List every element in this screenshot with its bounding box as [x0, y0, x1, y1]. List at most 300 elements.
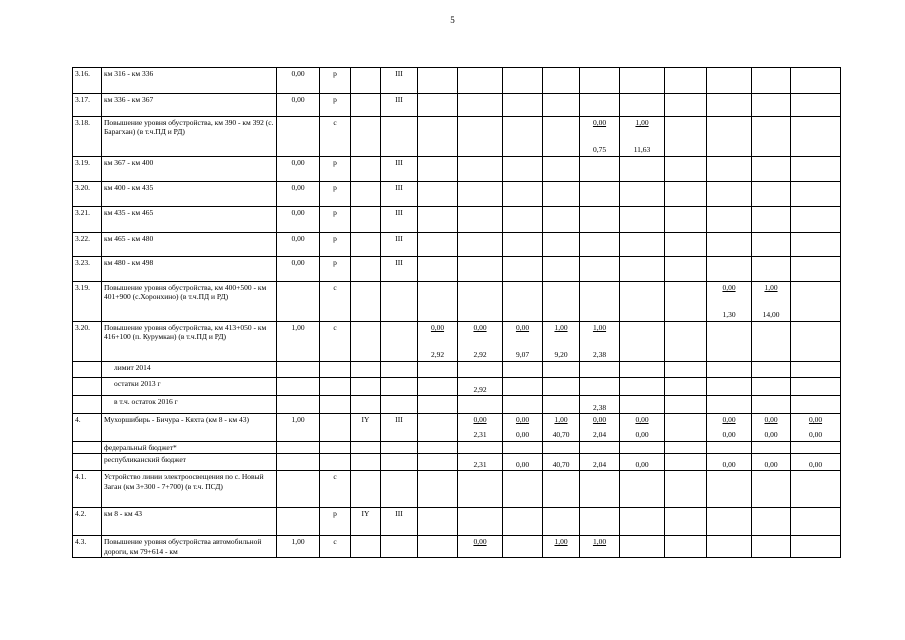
row-type: с: [320, 322, 351, 362]
value-bottom: 9,20: [554, 349, 568, 359]
value-cell: [791, 454, 841, 471]
value-cell: [580, 257, 620, 282]
value-cell: [752, 233, 791, 257]
row-name: Мухоршибирь - Бичура - Кяхта (км 8 - км 43): [102, 414, 277, 442]
value-cell: [503, 157, 543, 182]
value-cell: [665, 471, 707, 508]
value-cell: [418, 94, 458, 117]
row-type: [320, 378, 351, 396]
row-category-b: [381, 454, 418, 471]
value-cell: [620, 257, 665, 282]
value-top: 0,00: [635, 415, 649, 424]
value-cell: [458, 414, 503, 442]
row-number: [73, 454, 102, 471]
value-cell: [707, 378, 752, 396]
value-cell: [707, 233, 752, 257]
row-coef: [277, 396, 320, 414]
row-category-a: [351, 182, 381, 207]
value-cell: [418, 322, 458, 362]
value-cell: [418, 282, 458, 322]
value-bottom: 11,63: [633, 144, 651, 154]
row-coef: 0,00: [277, 157, 320, 182]
value-cell: [543, 536, 580, 558]
row-number: [73, 442, 102, 454]
row-type: с: [320, 282, 351, 322]
value-cell: [620, 94, 665, 117]
row-number: 3.17.: [73, 94, 102, 117]
value-cell: [665, 207, 707, 233]
value-cell: [543, 414, 580, 442]
row-category-a: [351, 378, 381, 396]
value-cell: [458, 233, 503, 257]
row-name: км 367 - км 400: [102, 157, 277, 182]
value-cell: [665, 536, 707, 558]
value-cell: [620, 207, 665, 233]
value-cell: [752, 396, 791, 414]
table-row: [73, 94, 841, 117]
value-cell: [503, 536, 543, 558]
value-cell: [543, 362, 580, 378]
value-cell: [665, 182, 707, 207]
row-category-b: III: [381, 157, 418, 182]
value-cell: [752, 536, 791, 558]
value-cell: [665, 282, 707, 322]
value-cell: [458, 442, 503, 454]
row-type: р: [320, 157, 351, 182]
value-single: 40,70: [552, 460, 570, 469]
row-category-a: [351, 233, 381, 257]
value-cell: [543, 94, 580, 117]
value-cell: [707, 257, 752, 282]
value-cell: [418, 68, 458, 94]
row-category-a: [351, 454, 381, 471]
value-top: 0,00: [808, 415, 823, 424]
row-coef: 0,00: [277, 257, 320, 282]
value-cell: [503, 257, 543, 282]
value-cell: [620, 414, 665, 442]
row-category-b: III: [381, 414, 418, 442]
value-cell: [503, 322, 543, 362]
value-cell: [791, 257, 841, 282]
row-number: 4.: [73, 414, 102, 442]
row-category-b: [381, 396, 418, 414]
value-cell: [418, 362, 458, 378]
table-row: [73, 182, 841, 207]
value-cell: [580, 117, 620, 157]
value-cell: [580, 233, 620, 257]
row-category-a: IY: [351, 414, 381, 442]
table-row: [73, 322, 841, 362]
value-cell: [580, 68, 620, 94]
row-category-a: [351, 396, 381, 414]
value-cell: [707, 68, 752, 94]
row-category-b: III: [381, 233, 418, 257]
value-top: 0,00: [473, 537, 487, 547]
value-cell: [752, 508, 791, 536]
row-name: в т.ч. остаток 2016 г: [102, 396, 277, 414]
value-cell: [503, 182, 543, 207]
value-cell: [752, 157, 791, 182]
value-single: 2,38: [592, 402, 607, 412]
row-type: р: [320, 508, 351, 536]
row-category-a: [351, 257, 381, 282]
row-coef: 0,00: [277, 233, 320, 257]
value-cell: [752, 322, 791, 362]
row-number: 3.18.: [73, 117, 102, 157]
value-top: 0,00: [592, 118, 607, 127]
value-single: 2,31: [473, 460, 487, 469]
row-number: 3.21.: [73, 207, 102, 233]
row-number: 4.1.: [73, 471, 102, 508]
value-cell: [620, 362, 665, 378]
value-cell: [620, 322, 665, 362]
row-type: [320, 414, 351, 442]
value-cell: [707, 182, 752, 207]
value-cell: [752, 414, 791, 442]
value-top: 1,00: [635, 118, 649, 127]
row-category-b: [381, 282, 418, 322]
table-row: [73, 454, 841, 471]
value-cell: [791, 94, 841, 117]
row-number: 3.20.: [73, 182, 102, 207]
value-cell: [707, 396, 752, 414]
value-cell: [503, 378, 543, 396]
value-top: 1,00: [554, 323, 568, 332]
value-top: 0,00: [722, 283, 736, 292]
row-category-a: [351, 68, 381, 94]
value-cell: [503, 471, 543, 508]
value-cell: [791, 157, 841, 182]
value-cell: [707, 207, 752, 233]
value-top: 1,00: [554, 415, 568, 424]
value-cell: [791, 233, 841, 257]
value-cell: [458, 454, 503, 471]
value-cell: [543, 117, 580, 157]
row-number: 3.16.: [73, 68, 102, 94]
row-category-b: III: [381, 257, 418, 282]
table-row: [73, 396, 841, 414]
row-name: Устройство линии электроосвещения по с. Новый Заган (км 3+300 - 7+700) (в т.ч. ПСД): [102, 471, 277, 508]
row-type: [320, 396, 351, 414]
row-category-a: [351, 536, 381, 558]
row-category-b: [381, 117, 418, 157]
row-name: км 480 - км 498: [102, 257, 277, 282]
row-category-a: IY: [351, 508, 381, 536]
value-cell: [707, 454, 752, 471]
table-row: [73, 536, 841, 558]
value-single: 2,04: [592, 460, 607, 469]
value-cell: [791, 207, 841, 233]
value-cell: [791, 396, 841, 414]
value-cell: [752, 282, 791, 322]
value-cell: [665, 454, 707, 471]
row-type: р: [320, 68, 351, 94]
table-row: [73, 471, 841, 508]
row-category-a: [351, 471, 381, 508]
value-bottom: 0,00: [515, 429, 530, 439]
value-cell: [752, 207, 791, 233]
row-type: [320, 454, 351, 471]
value-cell: [791, 322, 841, 362]
value-cell: [580, 182, 620, 207]
value-cell: [503, 68, 543, 94]
row-coef: [277, 508, 320, 536]
value-cell: [665, 257, 707, 282]
value-cell: [665, 508, 707, 536]
value-cell: [791, 117, 841, 157]
value-cell: [791, 362, 841, 378]
value-cell: [707, 157, 752, 182]
value-cell: [580, 378, 620, 396]
row-category-a: [351, 442, 381, 454]
row-category-b: III: [381, 508, 418, 536]
value-cell: [580, 157, 620, 182]
value-cell: [752, 257, 791, 282]
row-number: 3.20.: [73, 322, 102, 362]
row-name: Повышение уровня обустройства автомобильной дороги, км 79+614 - км: [102, 536, 277, 558]
value-cell: [665, 322, 707, 362]
value-cell: [791, 282, 841, 322]
row-name: км 435 - км 465: [102, 207, 277, 233]
row-name: Повышение уровня обустройства, км 390 - км 392 (с. Барагхан) (в т.ч.ПД и РД): [102, 117, 277, 157]
value-cell: [418, 257, 458, 282]
value-cell: [791, 182, 841, 207]
value-cell: [418, 378, 458, 396]
value-cell: [665, 378, 707, 396]
value-top: 0,00: [430, 323, 445, 332]
value-cell: [665, 233, 707, 257]
value-bottom: 1,30: [722, 309, 736, 319]
row-category-b: [381, 536, 418, 558]
value-cell: [620, 536, 665, 558]
value-cell: [543, 442, 580, 454]
row-category-b: [381, 322, 418, 362]
row-coef: [277, 454, 320, 471]
value-cell: [418, 207, 458, 233]
value-bottom: 2,04: [592, 429, 607, 439]
row-category-b: [381, 442, 418, 454]
value-cell: [418, 508, 458, 536]
value-cell: [665, 117, 707, 157]
row-coef: [277, 471, 320, 508]
row-coef: 1,00: [277, 414, 320, 442]
value-single: 0,00: [764, 460, 778, 469]
value-cell: [543, 207, 580, 233]
value-cell: [418, 454, 458, 471]
value-cell: [543, 454, 580, 471]
value-bottom: 40,70: [552, 429, 570, 439]
value-cell: [543, 322, 580, 362]
value-cell: [418, 117, 458, 157]
value-cell: [580, 94, 620, 117]
value-bottom: 0,75: [592, 144, 607, 154]
value-cell: [665, 442, 707, 454]
value-cell: [752, 454, 791, 471]
value-cell: [752, 471, 791, 508]
value-cell: [458, 396, 503, 414]
value-cell: [503, 414, 543, 442]
row-number: 3.23.: [73, 257, 102, 282]
row-name: остатки 2013 г: [102, 378, 277, 396]
value-cell: [503, 233, 543, 257]
value-cell: [752, 68, 791, 94]
value-cell: [458, 471, 503, 508]
value-single: 0,00: [722, 460, 736, 469]
value-cell: [665, 362, 707, 378]
value-cell: [580, 414, 620, 442]
value-cell: [752, 442, 791, 454]
value-cell: [543, 396, 580, 414]
value-cell: [458, 68, 503, 94]
value-cell: [665, 414, 707, 442]
value-cell: [543, 182, 580, 207]
value-cell: [543, 233, 580, 257]
table-row: [73, 233, 841, 257]
value-cell: [503, 454, 543, 471]
row-category-a: [351, 117, 381, 157]
value-cell: [620, 282, 665, 322]
value-top: 0,00: [764, 415, 778, 424]
row-coef: [277, 378, 320, 396]
value-cell: [620, 117, 665, 157]
value-top: 0,00: [515, 323, 530, 332]
value-top: 1,00: [592, 323, 607, 332]
value-cell: [418, 414, 458, 442]
row-coef: [277, 117, 320, 157]
row-name: км 336 - км 367: [102, 94, 277, 117]
value-cell: [791, 536, 841, 558]
value-cell: [580, 396, 620, 414]
row-category-a: [351, 157, 381, 182]
value-cell: [418, 442, 458, 454]
value-cell: [580, 454, 620, 471]
row-category-a: [351, 322, 381, 362]
row-number: 4.3.: [73, 536, 102, 558]
table-row: [73, 378, 841, 396]
value-cell: [503, 396, 543, 414]
value-cell: [791, 414, 841, 442]
row-number: 4.2.: [73, 508, 102, 536]
value-cell: [620, 442, 665, 454]
value-cell: [620, 508, 665, 536]
value-cell: [580, 508, 620, 536]
row-name: км 400 - км 435: [102, 182, 277, 207]
value-single: 0,00: [515, 460, 530, 469]
value-cell: [707, 282, 752, 322]
value-cell: [503, 117, 543, 157]
value-cell: [665, 157, 707, 182]
row-number: 3.19.: [73, 282, 102, 322]
table-row: [73, 362, 841, 378]
row-category-b: III: [381, 68, 418, 94]
value-cell: [707, 442, 752, 454]
row-category-b: [381, 471, 418, 508]
value-cell: [620, 68, 665, 94]
row-name: федеральный бюджет*: [102, 442, 277, 454]
row-number: 3.22.: [73, 233, 102, 257]
value-cell: [458, 94, 503, 117]
row-coef: [277, 362, 320, 378]
value-cell: [458, 536, 503, 558]
value-cell: [543, 378, 580, 396]
value-single: 0,00: [635, 460, 649, 469]
value-cell: [503, 282, 543, 322]
value-cell: [752, 117, 791, 157]
value-cell: [543, 68, 580, 94]
value-top: 1,00: [764, 283, 778, 292]
row-name: Повышение уровня обустройства, км 413+050 - км 416+100 (п. Курумкан) (в т.ч.ПД и РД): [102, 322, 277, 362]
value-cell: [458, 182, 503, 207]
value-bottom: 2,38: [592, 349, 607, 359]
value-cell: [458, 378, 503, 396]
value-cell: [418, 536, 458, 558]
value-cell: [620, 233, 665, 257]
value-bottom: 9,07: [515, 349, 530, 359]
value-cell: [620, 454, 665, 471]
row-type: р: [320, 207, 351, 233]
value-cell: [543, 508, 580, 536]
table-row: [73, 282, 841, 322]
row-coef: 1,00: [277, 322, 320, 362]
value-top: 1,00: [554, 537, 568, 547]
value-cell: [580, 322, 620, 362]
row-category-a: [351, 94, 381, 117]
budget-table: [72, 67, 841, 558]
value-cell: [580, 471, 620, 508]
value-cell: [580, 362, 620, 378]
row-category-a: [351, 282, 381, 322]
table-row: [73, 68, 841, 94]
value-cell: [543, 471, 580, 508]
value-cell: [707, 117, 752, 157]
row-name: км 316 - км 336: [102, 68, 277, 94]
value-cell: [707, 362, 752, 378]
row-type: с: [320, 536, 351, 558]
page-number: 5: [450, 15, 455, 25]
value-top: 0,00: [515, 415, 530, 424]
value-cell: [707, 414, 752, 442]
value-cell: [580, 207, 620, 233]
value-cell: [458, 282, 503, 322]
value-cell: [543, 157, 580, 182]
value-top: 0,00: [473, 323, 487, 332]
row-coef: [277, 282, 320, 322]
row-name: км 465 - км 480: [102, 233, 277, 257]
value-bottom: 2,92: [430, 349, 445, 359]
row-type: р: [320, 233, 351, 257]
value-cell: [418, 233, 458, 257]
row-type: р: [320, 257, 351, 282]
value-cell: [418, 471, 458, 508]
table-row: [73, 157, 841, 182]
value-cell: [752, 378, 791, 396]
value-cell: [707, 322, 752, 362]
value-cell: [791, 508, 841, 536]
row-coef: 0,00: [277, 94, 320, 117]
value-cell: [665, 94, 707, 117]
row-number: 3.19.: [73, 157, 102, 182]
row-category-b: III: [381, 207, 418, 233]
value-cell: [580, 536, 620, 558]
table-row: [73, 117, 841, 157]
value-single: 2,92: [473, 384, 487, 394]
value-cell: [620, 396, 665, 414]
row-name: республиканский бюджет: [102, 454, 277, 471]
value-top: 0,00: [473, 415, 487, 424]
row-type: [320, 442, 351, 454]
value-cell: [503, 442, 543, 454]
row-category-b: III: [381, 182, 418, 207]
